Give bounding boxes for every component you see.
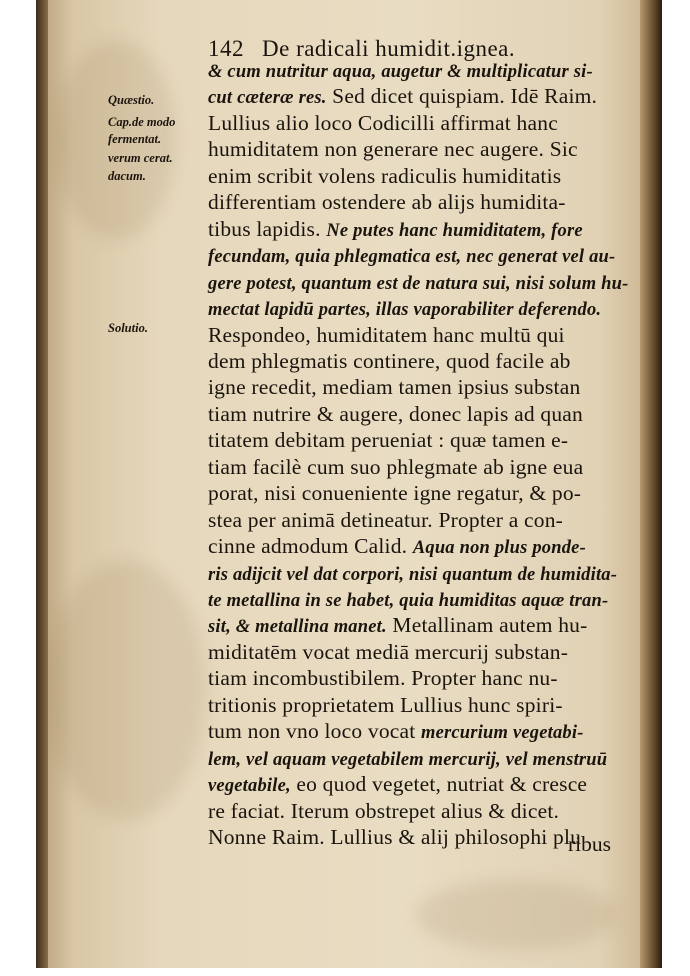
page-edge-shadow xyxy=(640,0,662,968)
roman-span: igne recedit, mediam tamen ipsius substan xyxy=(208,375,581,400)
text-line xyxy=(208,508,620,533)
roman-span: differentiam ostendere ab alijs humidita- xyxy=(208,190,566,215)
roman-span: enim scribit volens radiculis humiditatis xyxy=(208,163,562,188)
roman-span: tiam incombustibilem. Propter hanc nu- xyxy=(208,666,558,691)
text-line xyxy=(208,217,620,242)
italic-span: cut cæteræ res. xyxy=(208,88,327,109)
text-line xyxy=(208,270,629,295)
text-line xyxy=(208,243,620,268)
margin-note-dacum: dacum. xyxy=(108,169,146,183)
italic-span: mectat lapidū partes, illas vaporabiliter deferendo. xyxy=(208,300,602,321)
margin-note-verum: verum cerat. xyxy=(108,151,173,165)
text-line xyxy=(208,190,620,215)
roman-span: Metallinam autem hu- xyxy=(386,613,588,638)
roman-span: cinne admodum Calid. xyxy=(208,534,413,559)
roman-span: stea per animā detineatur. Propter a con- xyxy=(208,507,564,532)
text-line xyxy=(208,587,620,612)
text-line xyxy=(208,296,620,321)
text-line xyxy=(208,799,620,824)
italic-span: lem, vel aquam vegetabilem mercurij, vel menstruū xyxy=(208,749,608,770)
italic-span: sit, & metallina manet. xyxy=(208,617,387,638)
text-line xyxy=(208,375,620,400)
text-line xyxy=(208,719,620,744)
italic-span: fecundam, quia phlegmatica est, nec generat vel au- xyxy=(208,247,616,268)
text-line xyxy=(208,323,620,348)
text-line xyxy=(208,825,620,850)
text-line xyxy=(208,640,620,665)
page-number: 142 xyxy=(208,36,244,61)
text-line xyxy=(208,58,620,83)
text-line xyxy=(208,349,620,374)
roman-span: tritionis proprietatem Lullius hunc spiri- xyxy=(208,692,563,717)
page-gutter-shadow xyxy=(36,0,48,968)
text-line xyxy=(208,455,620,480)
text-line xyxy=(208,137,620,162)
roman-span: porat, nisi conueniente igne regatur, & po- xyxy=(208,481,582,506)
italic-span: te metallina in se habet, quia humiditas aquæ tran- xyxy=(208,591,609,611)
text-line xyxy=(208,693,620,718)
italic-span: gere potest, quantum est de natura sui, nisi solum hu- xyxy=(208,273,629,294)
roman-span: eo quod vegetet, nutriat & cresce xyxy=(290,772,588,797)
roman-span: tiam nutrire & augere, donec lapis ad quan xyxy=(208,401,583,426)
roman-span: humiditatem non generare nec augere. Sic xyxy=(208,137,578,162)
margin-note-solutio: Solutio. xyxy=(108,321,148,335)
running-title: De radicali humidit.ignea. xyxy=(262,36,516,61)
text-line xyxy=(208,111,620,136)
italic-span: & cum nutritur aqua, augetur & multiplicatur si- xyxy=(208,62,593,82)
roman-span: re faciat. Iterum obstrepet alius & dicet. xyxy=(208,798,560,823)
margin-note-quaestio: Quæstio. xyxy=(108,93,155,107)
roman-span: tiam facilè cum suo phlegmate ab igne eua xyxy=(208,454,584,479)
italic-span: Aqua non plus ponde- xyxy=(412,538,586,559)
roman-span: Lullius alio loco Codicilli affirmat hanc xyxy=(208,110,558,135)
roman-span: Sed dicet quispiam. Idē Raim. xyxy=(326,84,598,109)
text-line xyxy=(208,428,620,453)
text-line xyxy=(208,84,620,109)
text-line xyxy=(208,772,620,797)
roman-span: titatem debitam perueniat : quæ tamen e- xyxy=(208,428,569,453)
roman-span: tum non vno loco vocat xyxy=(208,719,421,744)
italic-span: mercurium vegetabi- xyxy=(421,723,584,744)
text-line xyxy=(208,402,620,427)
text-line xyxy=(208,746,620,771)
italic-span: Ne putes hanc humiditatem, fore xyxy=(326,220,583,241)
catchword: ribus xyxy=(568,832,611,856)
text-line xyxy=(208,534,620,559)
text-line xyxy=(208,613,620,638)
roman-span: Nonne Raim. Lullius & alij philosophi plu xyxy=(208,825,582,850)
italic-span: vegetabile, xyxy=(208,776,291,797)
text-line xyxy=(208,481,620,506)
roman-span: Respondeo, humiditatem hanc multū qui xyxy=(208,322,565,347)
margin-note-cap-de-modo: Cap.de modo fermentat. xyxy=(108,115,176,146)
roman-span: dem phlegmatis continere, quod facile ab xyxy=(208,348,571,373)
text-line xyxy=(208,164,620,189)
roman-span: miditatēm vocat mediā mercurij substan- xyxy=(208,639,569,664)
text-line xyxy=(208,561,620,586)
roman-span: tibus lapidis. xyxy=(208,216,327,241)
text-line xyxy=(208,666,620,691)
italic-span: ris adijcit vel dat corpori, nisi quantum de humidita- xyxy=(208,564,618,585)
